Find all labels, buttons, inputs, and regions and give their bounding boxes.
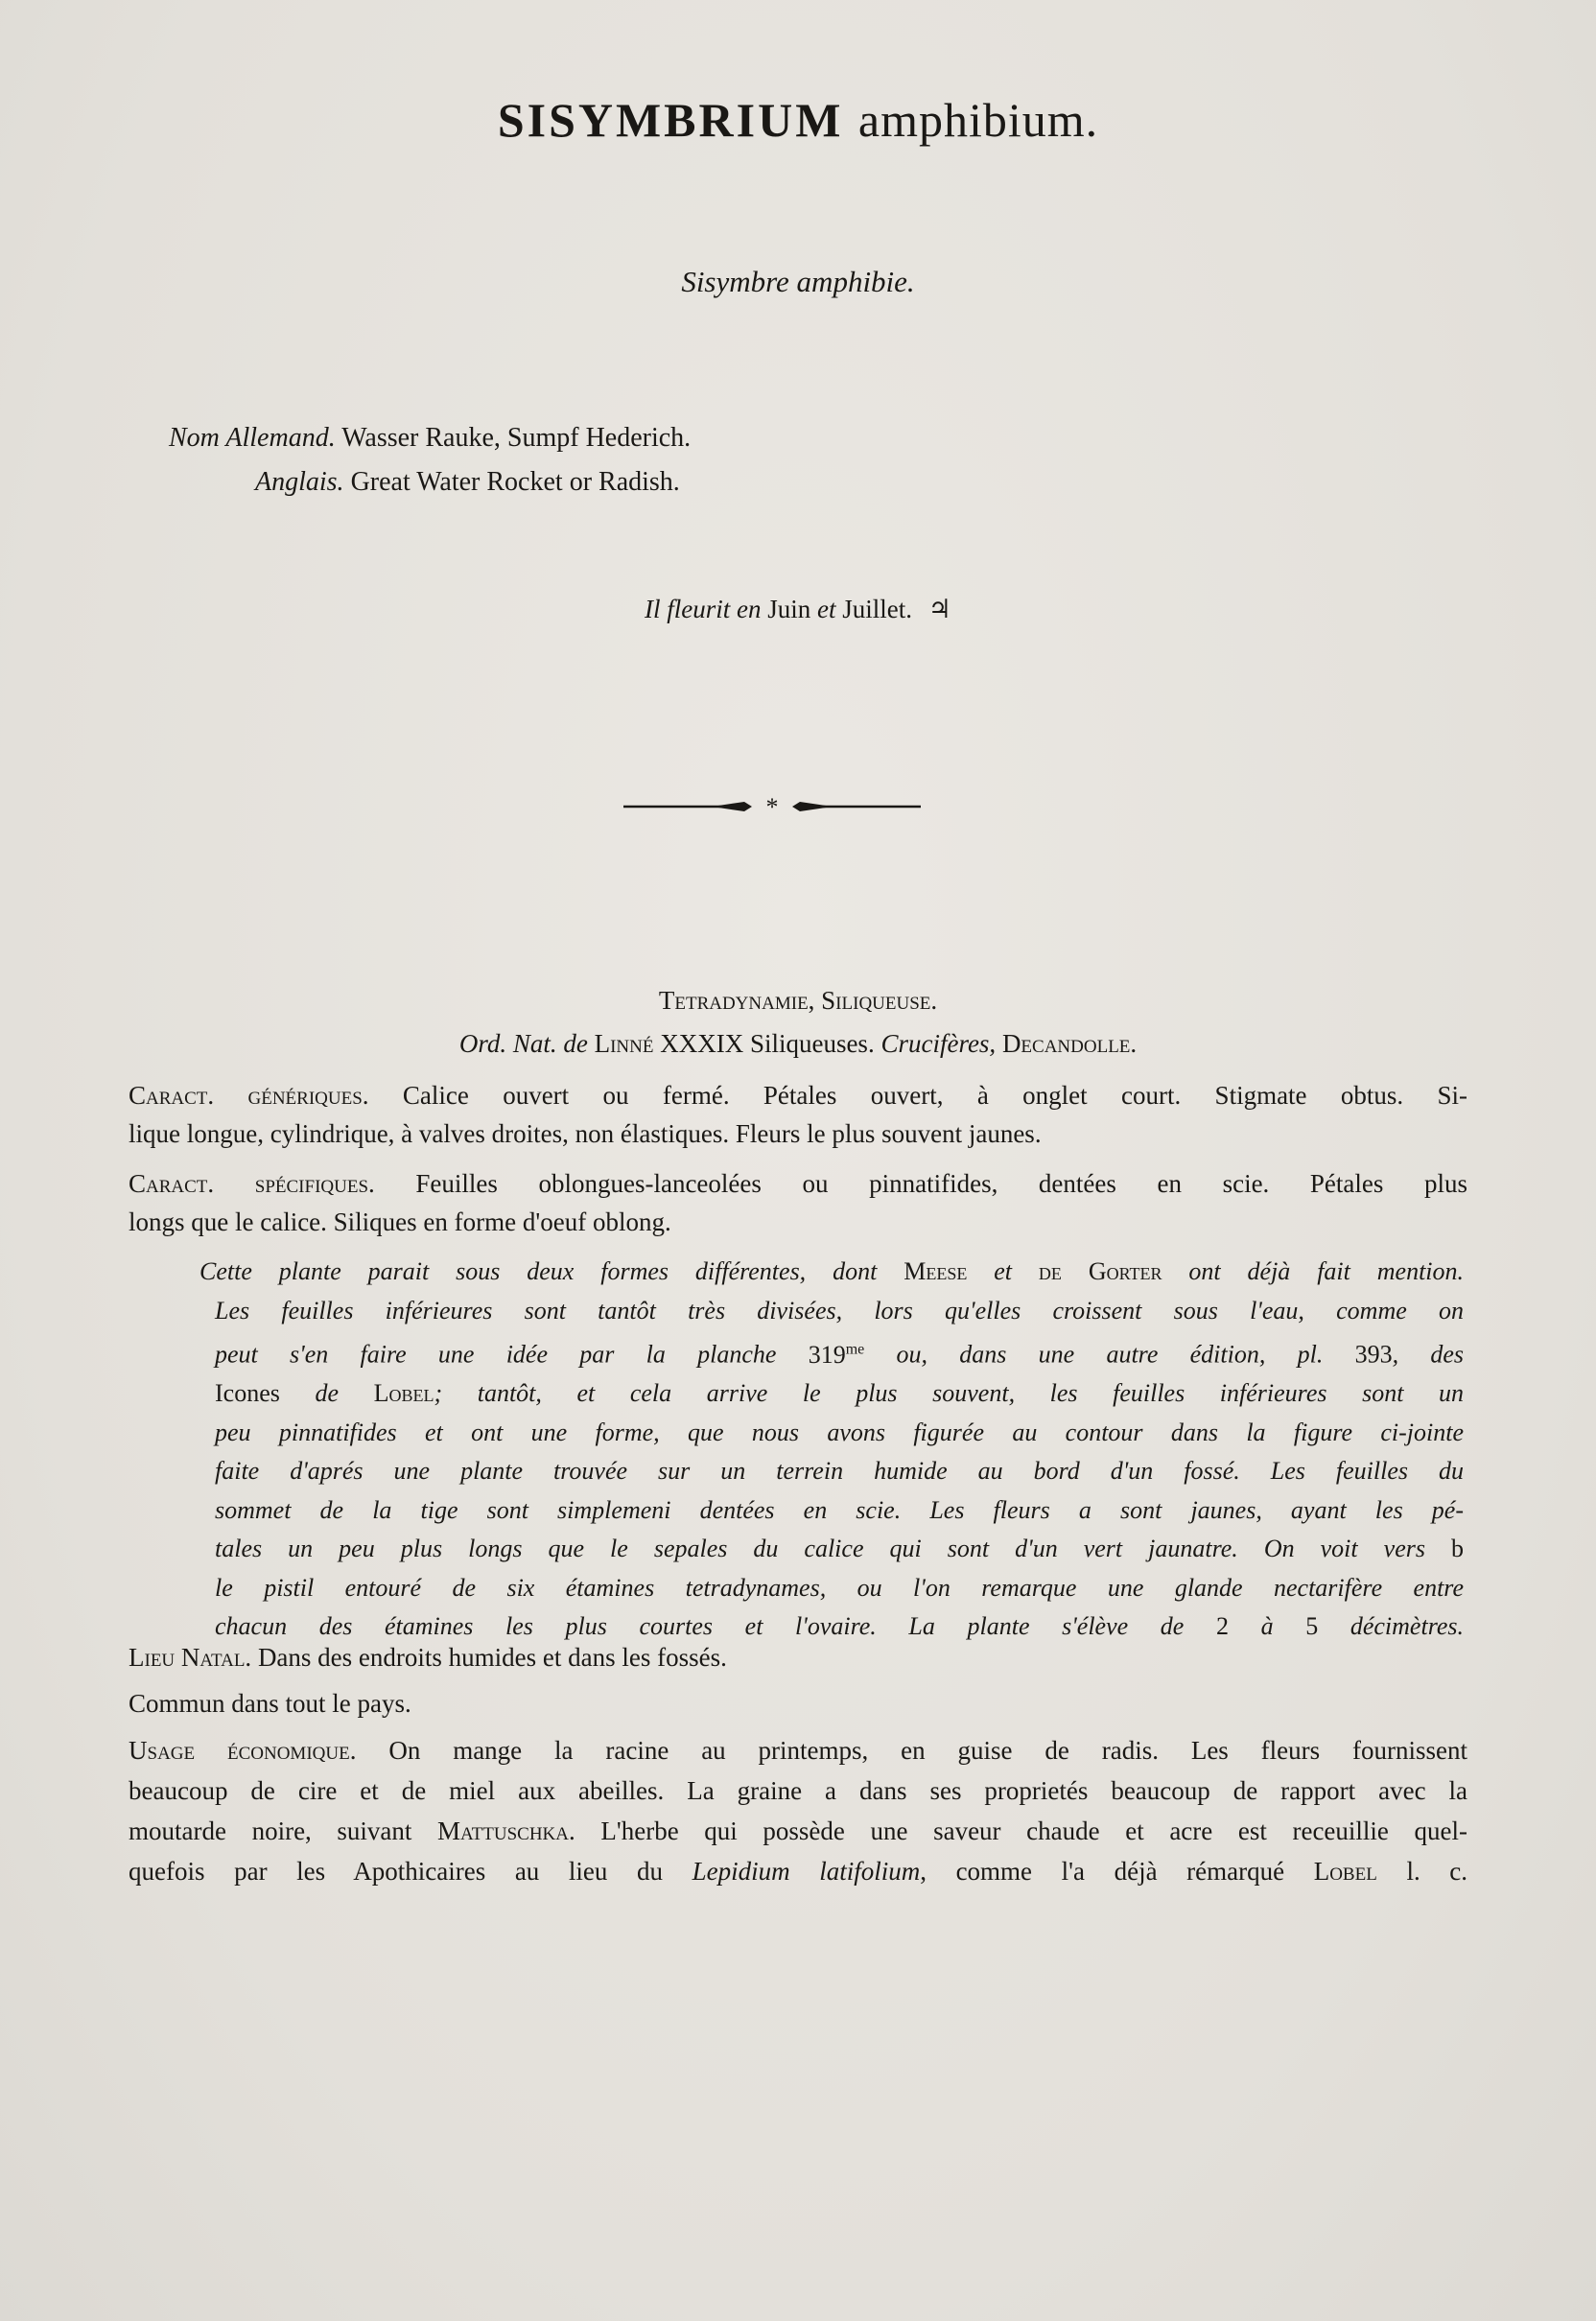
order-linne: XXXIX Siliqueuses. [660, 1029, 875, 1058]
page-title [0, 92, 1596, 148]
text-span: , comme l'a déjà rémarqué [920, 1857, 1285, 1886]
english-value: Great Water Rocket or Radish. [350, 467, 680, 497]
bloom-month: Juillet. [842, 595, 913, 623]
plate-number [809, 1341, 865, 1369]
section-label: Caract. spécifiques. [129, 1169, 375, 1198]
text-span: . L'herbe qui possède une saveur chaude et acre est receuillie quel- [569, 1817, 1467, 1845]
text-line [129, 1730, 1467, 1770]
text-line: beaucoup de cire et de miel aux abeilles. La graine a dans ses proprietés beaucoup de rapport avec la [129, 1776, 1467, 1805]
figure-letter: b [1451, 1535, 1464, 1563]
text-span: Feuilles oblongues-lanceolées ou pinnatifides, dentées en scie. Pétales plus [415, 1169, 1468, 1198]
ornament-star: * [765, 793, 779, 821]
author-linne: Linné [594, 1029, 654, 1058]
text-span: de [315, 1379, 339, 1408]
text-line: longs que le calice. Siliques en forme d'oeuf oblong. [129, 1207, 671, 1236]
text-span: 319 [808, 1340, 846, 1369]
text-line: le pistil entouré de six étamines tetradynames, ou l'on remarque une glande nectarifère entre [215, 1573, 1464, 1602]
text-span: moutarde noire, suivant [129, 1817, 412, 1845]
text-span: tales un peu plus longs que le sepales du calice qui sont d'un vert jaunatre. On voit vers [215, 1535, 1425, 1563]
text-span: , des [1392, 1340, 1465, 1369]
text-span: et [994, 1257, 1013, 1285]
text-line [200, 1253, 1464, 1292]
text-span: chacun des étamines les plus courtes et l'ovaire. La plante s'élève de [215, 1612, 1185, 1641]
section-label: Caract. génériques. [129, 1081, 369, 1110]
text-line [215, 1374, 1464, 1414]
economic-use [129, 1730, 1467, 1891]
text-span: On mange la racine au printemps, en guise de radis. Les fleurs fournissent [388, 1736, 1468, 1765]
text-span: ; tantôt, et cela arrive le plus souvent, les feuilles inférieures sont un [434, 1379, 1465, 1408]
common-names [169, 416, 691, 504]
perennial-symbol: ♃ [927, 595, 951, 623]
bloom-text: et [817, 595, 836, 623]
author-meese: Meese [904, 1257, 968, 1285]
text-span: me [845, 1341, 865, 1357]
order-cruciferes: Crucifères, [880, 1029, 997, 1058]
natural-order [0, 1029, 1596, 1059]
ornament-arrow-right [792, 802, 833, 811]
text-line [129, 1164, 1467, 1203]
text-span: ou, dans une autre édition, pl. [896, 1340, 1324, 1369]
author-lobel: Lobel [1313, 1857, 1377, 1886]
english-label: Anglais. [255, 467, 344, 497]
text-span: ont déjà fait mention. [1188, 1257, 1465, 1285]
author-mattuschka: Mattuschka [437, 1817, 569, 1845]
text-line: lique longue, cylindrique, à valves droites, non élastiques. Fleurs le plus souvent jaunes. [129, 1119, 1042, 1148]
generic-characters [129, 1076, 1467, 1153]
text-span: Calice ouvert ou fermé. Pétales ouvert, à onglet court. Stigmate obtus. Si- [402, 1081, 1467, 1110]
text-span: à [1260, 1612, 1274, 1641]
text-span: Icones [215, 1379, 280, 1408]
species-reference: Lepidium latifolium [692, 1857, 921, 1886]
genus-name: SISYMBRIUM [497, 93, 844, 147]
linnaean-class: Tetradynamie, Siliqueuse. [658, 986, 938, 1015]
bloom-month: Juin [767, 595, 811, 623]
flowering-period [0, 595, 1596, 624]
text-span: Cette plante parait sous deux formes différentes, dont [200, 1257, 878, 1285]
section-label: Lieu Natal. [129, 1643, 252, 1672]
ornament-arrow-left [712, 802, 752, 811]
text-line [129, 1811, 1467, 1851]
text-span: Dans des endroits humides et dans les fossés. [257, 1643, 727, 1672]
text-line [215, 1530, 1464, 1569]
author-lobel: Lobel [373, 1379, 434, 1408]
species-name: amphibium. [857, 93, 1099, 147]
section-label: Usage économique. [129, 1736, 357, 1765]
text-span: 2 [1215, 1612, 1229, 1641]
text-line [129, 1076, 1467, 1114]
bloom-text: Il fleurit [645, 595, 731, 623]
text-line [129, 1851, 1467, 1891]
french-name: Sisymbre amphibie. [681, 265, 915, 298]
text-line [129, 1638, 1467, 1676]
text-line: Commun dans tout le pays. [129, 1689, 411, 1718]
author-decandolle: Decandolle. [1001, 1029, 1138, 1058]
text-span: l. c. [1406, 1857, 1468, 1886]
habitat [129, 1638, 1467, 1676]
text-span: décimètres. [1350, 1612, 1464, 1641]
description [200, 1253, 1465, 1647]
order-prefix: Ord. Nat. de [458, 1029, 588, 1058]
habitat-note [129, 1684, 1467, 1723]
german-name-row [169, 416, 691, 460]
text-span: 5 [1305, 1612, 1319, 1641]
plate-number: 393 [1354, 1340, 1393, 1369]
text-line [215, 1330, 1464, 1374]
specific-characters [129, 1164, 1467, 1241]
english-name-row [169, 460, 691, 504]
text-span: quefois par les Apothicaires au lieu du [129, 1857, 663, 1886]
text-line: sommet de la tige sont simplemeni dentées en scie. Les fleurs a sont jaunes, ayant les pé- [215, 1495, 1464, 1524]
text-line: peu pinnatifides et ont une forme, que nous avons figurée au contour dans la figure ci-jointe [215, 1418, 1464, 1446]
ornament-divider [623, 792, 921, 821]
german-value: Wasser Rauke, Sumpf Hederich. [341, 423, 692, 453]
text-line: faite d'aprés une plante trouvée sur un terrein humide au bord d'un fossé. Les feuilles du [215, 1457, 1464, 1486]
author-gorter: de Gorter [1038, 1257, 1162, 1285]
german-label: Nom Allemand. [169, 423, 336, 453]
bloom-text: en [737, 595, 762, 623]
text-span: peut s'en faire une idée par la planche [215, 1340, 777, 1369]
text-line: Les feuilles inférieures sont tantôt très divisées, lors qu'elles croissent sous l'eau, comme on [215, 1296, 1464, 1325]
